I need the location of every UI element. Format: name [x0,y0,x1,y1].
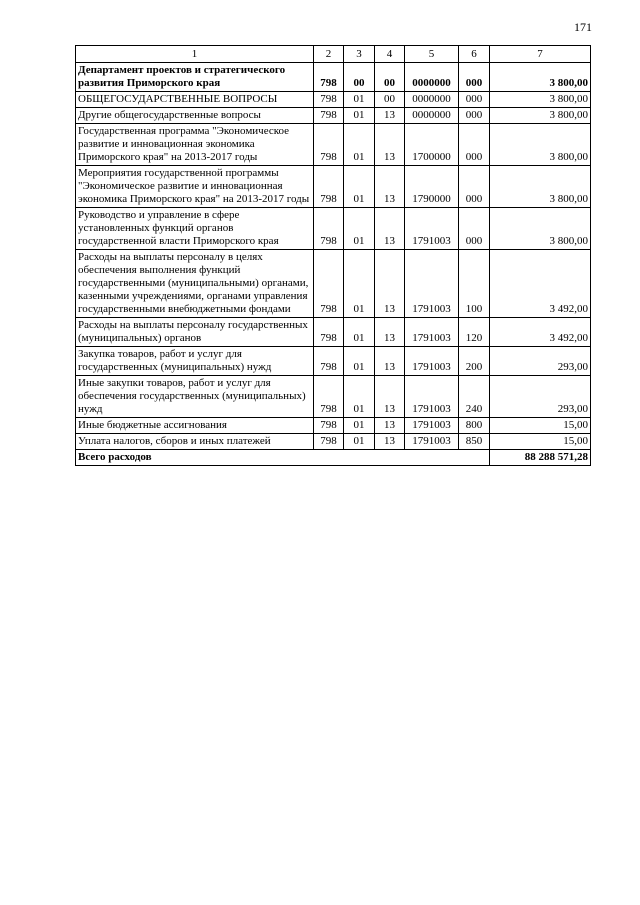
row-name: Иные бюджетные ассигнования [76,418,314,434]
table-row [76,108,591,124]
cell-expense-type: 000 [459,124,490,166]
table-row [76,92,591,108]
table-row [76,63,591,92]
cell-subsection: 13 [375,418,405,434]
cell-admin-code: 798 [314,63,344,92]
cell-amount: 3 800,00 [490,208,591,250]
cell-target-article: 1700000 [405,124,459,166]
column-header: 2 [314,46,344,63]
column-header: 7 [490,46,591,63]
cell-expense-type: 000 [459,208,490,250]
cell-admin-code: 798 [314,166,344,208]
cell-subsection: 13 [375,208,405,250]
cell-amount: 3 492,00 [490,250,591,318]
row-name: Уплата налогов, сборов и иных платежей [76,434,314,450]
page-number: 171 [574,20,592,34]
cell-amount: 3 800,00 [490,166,591,208]
total-label: Всего расходов [76,450,490,466]
cell-section: 01 [344,124,375,166]
cell-admin-code: 798 [314,124,344,166]
cell-subsection: 13 [375,318,405,347]
cell-amount: 15,00 [490,418,591,434]
table-row [76,376,591,418]
cell-target-article: 1791003 [405,418,459,434]
table-row [76,418,591,434]
cell-target-article: 1791003 [405,208,459,250]
cell-expense-type: 100 [459,250,490,318]
cell-expense-type: 000 [459,108,490,124]
cell-amount: 293,00 [490,376,591,418]
column-header: 1 [76,46,314,63]
row-name: Расходы на выплаты персоналу в целях обеспечения выполнения функций государственными (муниципальными) органами, казенными учреждениями, органами управления государственными внебюджетными фондами [76,250,314,318]
cell-amount: 3 800,00 [490,124,591,166]
cell-target-article: 1790000 [405,166,459,208]
cell-admin-code: 798 [314,347,344,376]
cell-admin-code: 798 [314,418,344,434]
total-row [76,450,591,466]
table-body [76,63,591,450]
cell-admin-code: 798 [314,250,344,318]
cell-target-article: 1791003 [405,434,459,450]
cell-expense-type: 240 [459,376,490,418]
cell-subsection: 13 [375,434,405,450]
cell-section: 01 [344,434,375,450]
cell-section: 01 [344,92,375,108]
cell-section: 01 [344,250,375,318]
cell-section: 01 [344,108,375,124]
cell-section: 00 [344,63,375,92]
cell-amount: 3 800,00 [490,108,591,124]
table-row [76,250,591,318]
table-row [76,318,591,347]
cell-section: 01 [344,166,375,208]
row-name: Государственная программа "Экономическое развитие и инновационная экономика Приморского края" на 2013-2017 годы [76,124,314,166]
row-name: Расходы на выплаты персоналу государственных (муниципальных) органов [76,318,314,347]
cell-target-article: 0000000 [405,92,459,108]
cell-subsection: 13 [375,347,405,376]
cell-section: 01 [344,318,375,347]
cell-admin-code: 798 [314,434,344,450]
cell-target-article: 0000000 [405,108,459,124]
cell-expense-type: 850 [459,434,490,450]
cell-admin-code: 798 [314,376,344,418]
cell-amount: 3 492,00 [490,318,591,347]
cell-subsection: 13 [375,250,405,318]
cell-admin-code: 798 [314,208,344,250]
cell-subsection: 00 [375,92,405,108]
cell-subsection: 00 [375,63,405,92]
row-name: Департамент проектов и стратегического развития Приморского края [76,63,314,92]
budget-table [75,45,591,466]
cell-target-article: 1791003 [405,376,459,418]
table-header-row [76,46,591,63]
table-row [76,434,591,450]
cell-admin-code: 798 [314,108,344,124]
column-header: 4 [375,46,405,63]
table-row [76,208,591,250]
cell-subsection: 13 [375,376,405,418]
total-amount: 88 288 571,28 [490,450,591,466]
cell-expense-type: 800 [459,418,490,434]
cell-expense-type: 120 [459,318,490,347]
cell-target-article: 1791003 [405,250,459,318]
cell-amount: 3 800,00 [490,92,591,108]
table-row [76,124,591,166]
cell-expense-type: 000 [459,166,490,208]
row-name: ОБЩЕГОСУДАРСТВЕННЫЕ ВОПРОСЫ [76,92,314,108]
row-name: Мероприятия государственной программы "Экономическое развитие и инновационная экономика Приморского края" на 2013-2017 годы [76,166,314,208]
cell-admin-code: 798 [314,92,344,108]
column-header: 5 [405,46,459,63]
column-header: 6 [459,46,490,63]
row-name: Руководство и управление в сфере установленных функций органов государственной власти Приморского края [76,208,314,250]
cell-section: 01 [344,418,375,434]
cell-expense-type: 200 [459,347,490,376]
cell-admin-code: 798 [314,318,344,347]
row-name: Иные закупки товаров, работ и услуг для обеспечения государственных (муниципальных) нужд [76,376,314,418]
cell-amount: 3 800,00 [490,63,591,92]
cell-expense-type: 000 [459,92,490,108]
cell-amount: 15,00 [490,434,591,450]
cell-subsection: 13 [375,166,405,208]
row-name: Другие общегосударственные вопросы [76,108,314,124]
row-name: Закупка товаров, работ и услуг для государственных (муниципальных) нужд [76,347,314,376]
cell-section: 01 [344,208,375,250]
cell-amount: 293,00 [490,347,591,376]
cell-expense-type: 000 [459,63,490,92]
cell-section: 01 [344,347,375,376]
cell-section: 01 [344,376,375,418]
table-row [76,347,591,376]
cell-target-article: 0000000 [405,63,459,92]
table-row [76,166,591,208]
cell-target-article: 1791003 [405,347,459,376]
cell-subsection: 13 [375,108,405,124]
cell-subsection: 13 [375,124,405,166]
cell-target-article: 1791003 [405,318,459,347]
column-header: 3 [344,46,375,63]
